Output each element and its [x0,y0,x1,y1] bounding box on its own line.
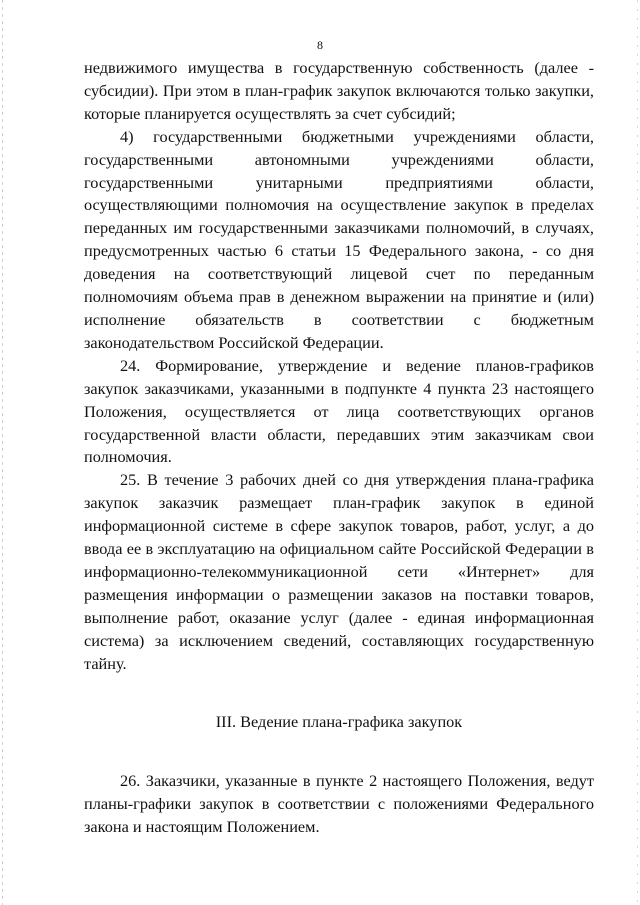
page-number: 8 [317,38,323,52]
section-heading: III. Ведение плана-графика закупок [215,712,463,732]
scan-edge-left [2,0,3,905]
paragraph-24: 24. Формирование, утверждение и ведение планов-графиков закупок заказчиками, указанными в подпункте 4 пункта 23 настоящего Положения, осуществляется от лица соответствующих органов государственной власти области, передавших этим заказчикам свои полномочия. [84,355,594,467]
paragraph-26: 26. Заказчики, указанные в пункте 2 настоящего Положения, ведут планы-графики закупок в соответствии с положениями Федерального закона и настоящим Положением. [84,771,594,837]
paragraph-subitem-4: 4) государственными бюджетными учреждениями области, государственными автономными учреждениями области, государственными унитарными предприятиями области, осуществляющими полномочия на осуществление закупок в пределах переданных им государственными заказчиками полномочий, в случаях, предусмотренных частью 6 статьи 15 Федерального закона, - со дня доведения на соответствующий лицевой счет по переданным полномочиям объема прав в денежном выражении на принятие и (или) исполнение обязательств в соответствии с бюджетным законодательством Российской Федерации. [84,126,594,352]
paragraph-continuation: недвижимого имущества в государственную собственность (далее - субсидии). При этом в план-график закупок включаются только закупки, которые планируется осуществлять за счет субсидий; [84,58,594,123]
scan-edge-right [637,0,638,905]
document-body [84,57,594,839]
paragraph-25: 25. В течение 3 рабочих дней со дня утверждения плана-графика закупок заказчик размещает план-график закупок в единой информационной системе в сфере закупок товаров, работ, услуг, а до ввода ее в эксплуатацию на официальном сайте Российской Федерации в информационно-телекоммуникационной сети «Интернет» для размещения информации о размещении заказов на поставки товаров, выполнение работ, оказание услуг (далее - единая информационная система) за исключением сведений, составляющих государственную тайну. [84,470,594,673]
